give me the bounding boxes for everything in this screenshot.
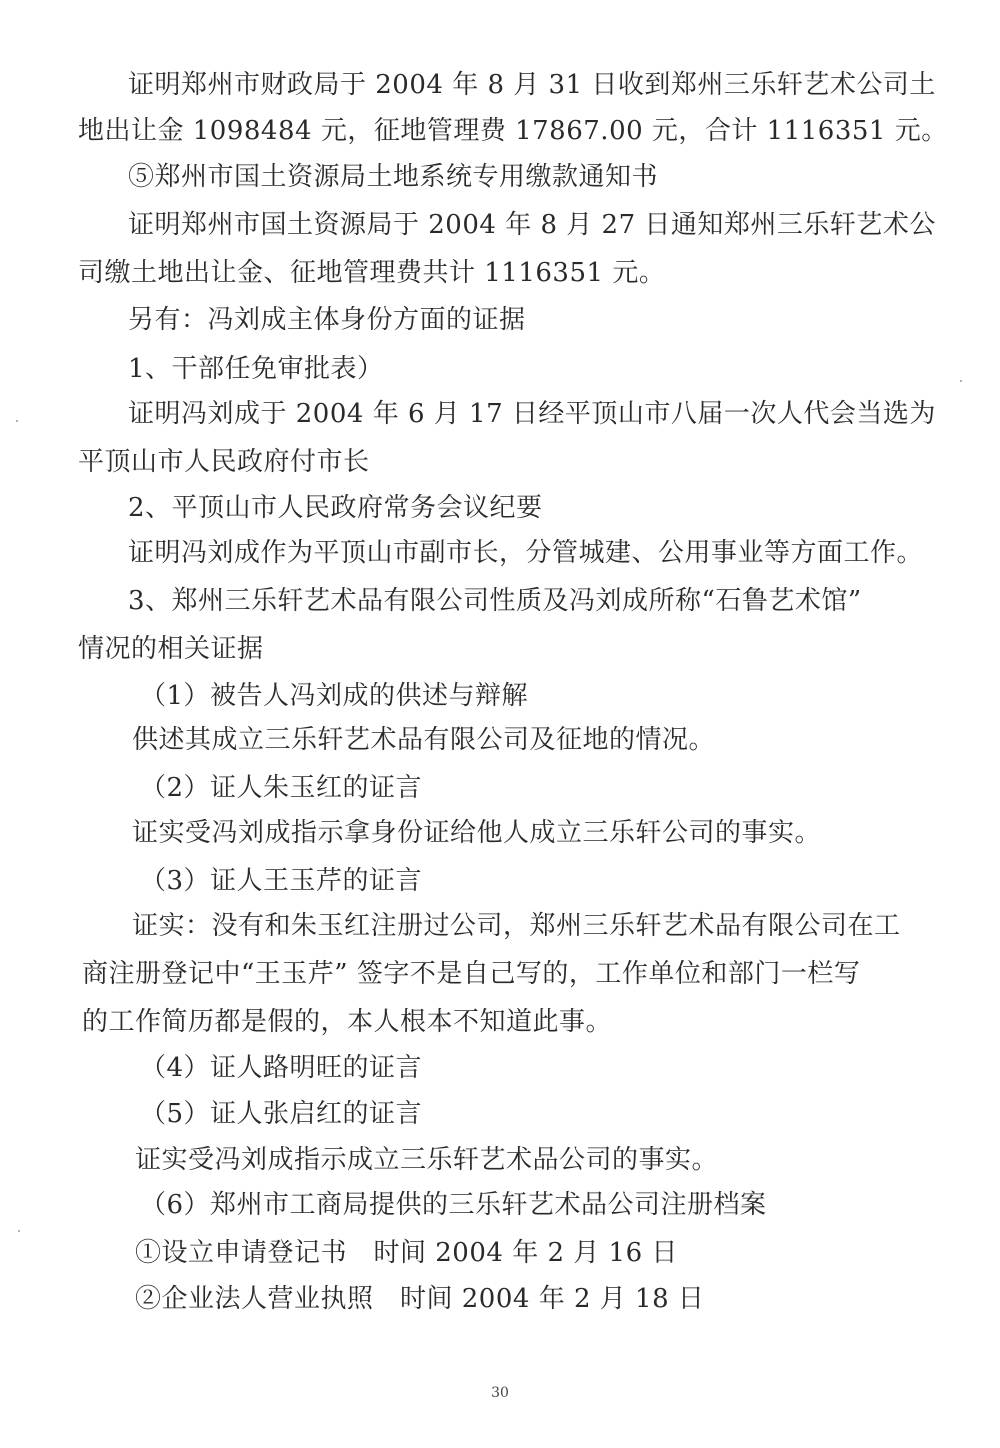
page-number: 30 xyxy=(491,1385,509,1401)
text-line: 证明冯刘成作为平顶山市副市长，分管城建、公用事业等方面工作。 xyxy=(128,538,924,568)
text-line: 供述其成立三乐轩艺术品有限公司及征地的情况。 xyxy=(132,725,716,755)
text-line: （4）证人路明旺的证言 xyxy=(140,1053,423,1083)
text-line: 证实：没有和朱玉红注册过公司，郑州三乐轩艺术品有限公司在工 xyxy=(132,911,901,941)
scan-speck xyxy=(16,420,18,422)
text-line: ⑤郑州市国土资源局土地系统专用缴款通知书 xyxy=(128,162,659,192)
scan-speck xyxy=(960,380,962,382)
text-line: （6）郑州市工商局提供的三乐轩艺术品公司注册档案 xyxy=(140,1190,767,1220)
text-line: （3）证人王玉芹的证言 xyxy=(140,866,423,896)
text-line: 商注册登记中“王玉芹” 签字不是自己写的，工作单位和部门一栏写 xyxy=(82,959,861,989)
text-line: ①设立申请登记书 时间 2004 年 2 月 16 日 xyxy=(135,1238,678,1268)
text-line: 证实受冯刘成指示拿身份证给他人成立三乐轩公司的事实。 xyxy=(132,818,822,848)
text-line: （5）证人张启红的证言 xyxy=(140,1099,423,1129)
text-line: 证明冯刘成于 2004 年 6 月 17 日经平顶山市八届一次人代会当选为 xyxy=(128,399,936,429)
text-line: 1、干部任免审批表） xyxy=(128,354,384,384)
text-line: 2、平顶山市人民政府常务会议纪要 xyxy=(128,493,543,523)
text-line: （1）被告人冯刘成的供述与辩解 xyxy=(140,681,529,711)
text-line: 证实受冯刘成指示成立三乐轩艺术品公司的事实。 xyxy=(135,1145,719,1175)
text-line: 司缴土地出让金、征地管理费共计 1116351 元。 xyxy=(78,258,666,288)
text-line: 情况的相关证据 xyxy=(78,634,264,664)
text-line: 平顶山市人民政府付市长 xyxy=(78,447,370,477)
text-line: 另有：冯刘成主体身份方面的证据 xyxy=(128,305,526,335)
text-line: 证明郑州市财政局于 2004 年 8 月 31 日收到郑州三乐轩艺术公司土 xyxy=(128,70,936,100)
text-line: 的工作简历都是假的，本人根本不知道此事。 xyxy=(82,1007,613,1037)
scan-speck xyxy=(18,1230,20,1232)
text-line: 地出让金 1098484 元，征地管理费 17867.00 元，合计 1116351 元。 xyxy=(78,116,948,146)
text-line: 3、郑州三乐轩艺术品有限公司性质及冯刘成所称“石鲁艺术馆” xyxy=(128,586,862,616)
text-line: （2）证人朱玉红的证言 xyxy=(140,773,423,803)
text-line: ②企业法人营业执照 时间 2004 年 2 月 18 日 xyxy=(135,1284,705,1314)
text-line: 证明郑州市国土资源局于 2004 年 8 月 27 日通知郑州三乐轩艺术公 xyxy=(128,210,936,240)
